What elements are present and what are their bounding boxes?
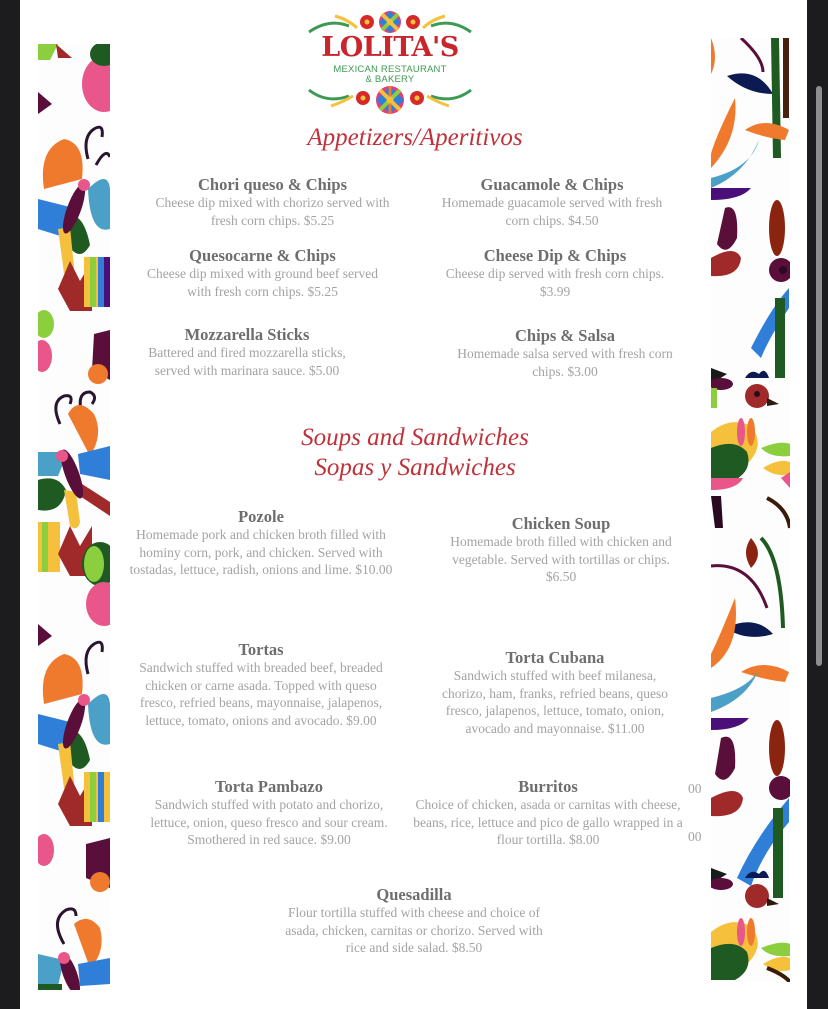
menu-item <box>138 777 400 849</box>
item-description: Cheese dip mixed with ground beef served with fresh corn chips. $5.25 <box>147 266 378 299</box>
logo-subtitle: MEXICAN RESTAURANT <box>333 64 447 75</box>
item-name: Burritos <box>518 777 578 796</box>
menu-item <box>283 885 545 957</box>
menu-item <box>450 326 680 380</box>
item-name: Mozzarella Sticks <box>184 325 310 344</box>
menu-item <box>128 507 394 579</box>
item-name: Torta Cubana <box>505 648 605 667</box>
right-decorative-border <box>711 38 790 982</box>
logo-subtitle-bakery: & BAKERY <box>365 74 415 85</box>
item-name: Cheese Dip & Chips <box>483 246 627 265</box>
item-description: Homemade broth filled with chicken and vegetable. Served with tortillas or chips. $6.50 <box>450 534 672 584</box>
menu-item <box>130 640 392 729</box>
item-description: Battered and fired mozzarella sticks, served with marinara sauce. $5.00 <box>148 345 346 378</box>
item-name: Pozole <box>238 507 284 526</box>
item-name: Tortas <box>238 640 284 659</box>
menu-item <box>412 777 684 849</box>
item-description: Sandwich stuffed with breaded beef, breaded chicken or carne asada. Topped with queso fresco, refried beans, mayonnaise, jalapenos, lettuce, tomato, onions and avocado. $9.00 <box>139 660 383 728</box>
item-description: Homemade salsa served with fresh corn chips. $3.00 <box>457 346 673 379</box>
menu-item <box>433 175 671 229</box>
scrollbar-thumb[interactable] <box>816 86 822 666</box>
item-name: Torta Pambazo <box>214 777 323 796</box>
item-description: Cheese dip mixed with chorizo served with fresh corn chips. $5.25 <box>155 195 390 228</box>
item-description: Flour tortilla stuffed with cheese and choice of asada, chicken, carnitas or chorizo. Served with rice and side salad. $8.50 <box>285 905 543 955</box>
item-description: Homemade guacamole served with fresh corn chips. $4.50 <box>441 195 663 228</box>
clipped-price-fragment: 00 <box>688 829 702 844</box>
menu-item <box>440 246 670 300</box>
item-name: Quesocarne & Chips <box>189 246 336 265</box>
item-name: Chicken Soup <box>511 514 611 533</box>
section-title-soups: Soups and Sandwiches <box>301 424 529 451</box>
logo-title: LOLITA'S <box>321 32 459 63</box>
item-name: Chips & Salsa <box>515 326 615 345</box>
clipped-price-fragment: 00 <box>688 781 702 796</box>
section-title-appetizers: Appetizers/Aperitivos <box>307 124 523 151</box>
section-title-soups-spanish: Sopas y Sandwiches <box>314 454 516 481</box>
menu-item <box>440 514 682 586</box>
menu-item <box>145 175 400 229</box>
item-name: Chori queso & Chips <box>198 175 347 194</box>
otomi-rooster-pattern-icon <box>711 38 790 982</box>
menu-item <box>147 325 347 379</box>
item-name: Quesadilla <box>376 885 452 904</box>
menu-item <box>140 246 385 300</box>
item-description: Sandwich stuffed with beef milanesa, chorizo, ham, franks, refried beans, queso fresco, jalapenos, lettuce, tomato, onion, avocado and mayonnaise. $11.00 <box>441 668 669 736</box>
item-description: Cheese dip served with fresh corn chips. $3.99 <box>445 266 665 299</box>
restaurant-logo <box>305 10 475 118</box>
left-decorative-border <box>38 44 110 990</box>
item-name: Guacamole & Chips <box>480 175 624 194</box>
otomi-butterfly-pattern-icon <box>38 44 110 990</box>
menu-item <box>433 648 677 737</box>
item-description: Homemade pork and chicken broth filled with hominy corn, pork, and chicken. Served with tostadas, lettuce, radish, onions and lime. $10.00 <box>129 527 393 577</box>
item-description: Sandwich stuffed with potato and chorizo, lettuce, onion, queso fresco and sour cream. Smothered in red sauce. $9.00 <box>150 797 388 847</box>
item-description: Choice of chicken, asada or carnitas with cheese, beans, rice, lettuce and pico de gallo wrapped in a flour tortilla. $8.00 <box>413 797 683 847</box>
